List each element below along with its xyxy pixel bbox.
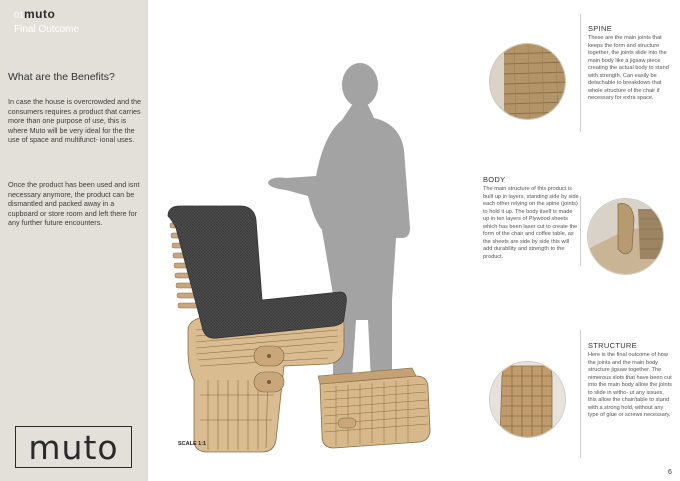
structure-title: STRUCTURE: [588, 341, 637, 350]
product-illustration: [148, 0, 508, 481]
spine-text: These are the main joints that keeps the form and structure together, the joints slide into the main body like a jigsaw piece creating the actual body to stand with strength. Can easily be detachable to breakdown that whole structure of the chair if necessary for extra space.: [588, 35, 669, 101]
benefits-paragraph-2: Once the product has been used and isnt necessary anymore, the product can be dismantled and packed away in a cupboard or store room and left there for any further future encounters.: [8, 180, 140, 228]
header: [14, 8, 79, 36]
body-photo: [587, 198, 664, 275]
benefits-title: What are the Benefits?: [8, 71, 115, 83]
scale-label: SCALE 1:1: [178, 441, 207, 447]
body-text: The main structure of this product is built up in layers, standing side by side each other relying on the spine (joints) to hold it up. The body itself is made up in ten layers of Plywood sheets which has been laser cut to create the form of the chair and coffee table, as the sheets are side by side this will add durability and strength to the product.: [483, 186, 579, 260]
header-number: 01: [14, 10, 25, 20]
body-title: BODY: [483, 175, 506, 184]
divider-line: [580, 330, 581, 458]
sidebar-panel: [0, 0, 148, 481]
structure-section: [588, 341, 672, 420]
header-brand: muto: [24, 7, 56, 21]
muto-logo: [15, 426, 132, 468]
header-subtitle: Final Outcome: [14, 24, 80, 35]
spine-section: [588, 24, 674, 103]
chair-illustration-icon: [168, 206, 346, 452]
logo-text: muto: [28, 427, 119, 467]
benefits-paragraph-1: In case the house is overcrowded and the consumers requires a product that carries more than one purpose of use, this is where Muto will be very ideal for the the use of space and multifunct- ional uses.: [8, 97, 142, 145]
structure-text: Here is the final outcome of how the joints and the main body structure jigsaw together. The nimerous slots that have been cut into the main body allow the joints to slide in witho- ut any issues, this allow the chair/table to stand with a strong hold, without any type of glue or screws necessary.: [588, 352, 672, 418]
spine-title: SPINE: [588, 24, 613, 33]
divider-line: [580, 14, 581, 132]
page-number: 6: [668, 469, 672, 476]
spine-photo: [489, 43, 566, 120]
structure-photo: [489, 361, 566, 438]
stool-illustration-icon: [318, 368, 430, 448]
divider-line: [580, 196, 581, 266]
body-section: [483, 175, 579, 261]
